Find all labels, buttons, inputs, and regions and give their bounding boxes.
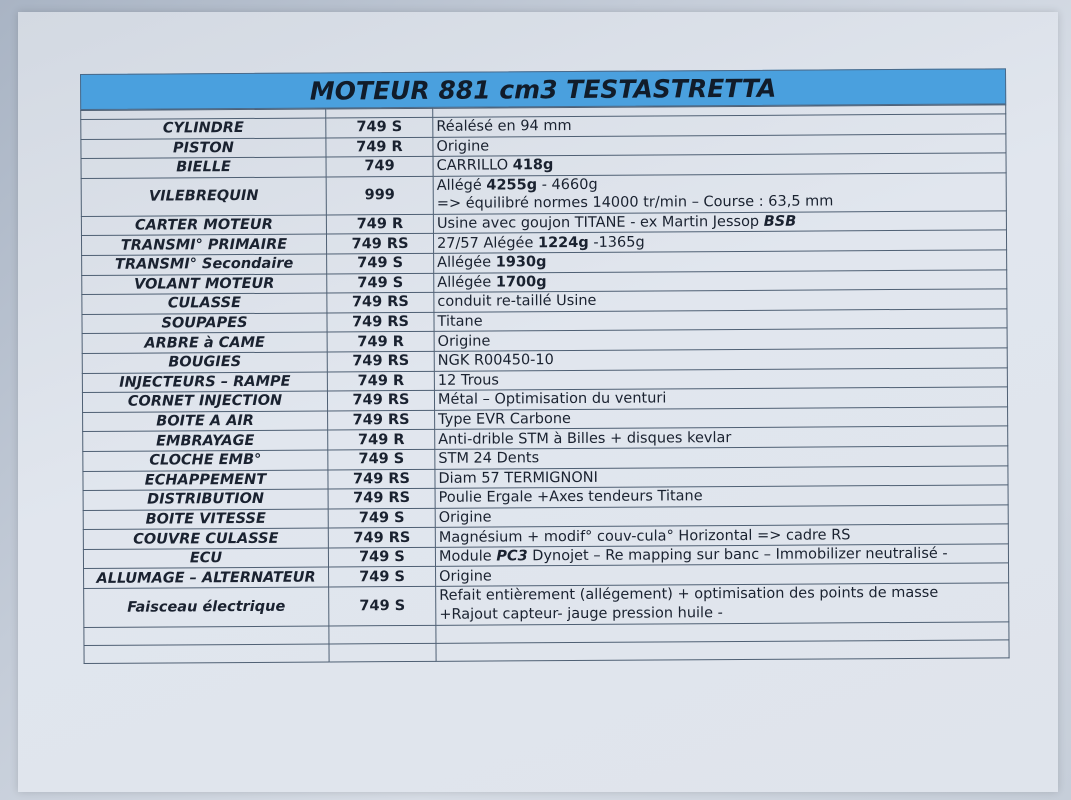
description-text: Module: [438, 548, 497, 565]
model-ref-cell: 749 S: [329, 586, 436, 626]
description-text: Titane: [437, 313, 483, 330]
description-text: STM 24 Dents: [438, 450, 540, 468]
model-ref-cell: 749 R: [327, 371, 434, 391]
model-ref-cell: 749 RS: [327, 351, 434, 371]
part-name-cell: BIELLE: [81, 157, 326, 178]
description-text: Origine: [438, 509, 492, 526]
part-name-cell: ALLUMAGE – ALTERNATEUR: [84, 567, 329, 588]
empty-cell: [329, 643, 436, 662]
empty-cell: [84, 644, 329, 663]
part-name-cell: EMBRAYAGE: [83, 430, 328, 451]
model-ref-cell: 749 S: [326, 117, 433, 137]
description-text: 12 Trous: [437, 372, 499, 389]
part-name-cell: Faisceau électrique: [84, 587, 329, 627]
model-ref-cell: 749 S: [328, 547, 435, 567]
description-text: Allégée: [437, 274, 496, 291]
model-ref-cell: 749 RS: [328, 488, 435, 508]
model-ref-cell: 749 S: [328, 508, 435, 528]
description-text: Origine: [437, 333, 491, 350]
description-cell: [436, 583, 1009, 625]
part-name-cell: VILEBREQUIN: [81, 177, 326, 216]
description-text: Allégée: [437, 254, 496, 272]
model-ref-cell: 749: [326, 157, 433, 177]
part-name-cell: VOLANT MOTEUR: [82, 274, 327, 295]
part-name-cell: COUVRE CULASSE: [83, 528, 328, 549]
document-title: MOTEUR 881 cm3 TESTASTRETTA: [80, 68, 1006, 110]
part-name-cell: BOUGIES: [82, 352, 327, 373]
description-text: Poulie Ergale +Axes tendeurs Titane: [438, 488, 703, 507]
model-ref-cell: 749 RS: [328, 410, 435, 430]
description-text-suffix: - 4660g: [537, 177, 598, 194]
description-text: Allégé: [436, 177, 487, 195]
model-ref-cell: 749 RS: [328, 528, 435, 548]
part-name-cell: ECHAPPEMENT: [83, 469, 328, 490]
part-name-cell: SOUPAPES: [82, 313, 327, 334]
description-text: 27/57 Alégée: [436, 234, 539, 252]
description-text: NGK R00450-10: [437, 352, 554, 370]
description-text-suffix: Dynojet – Re mapping sur banc – Immobilizer neutralisé -: [527, 545, 948, 565]
description-highlight: BSB: [763, 213, 797, 230]
description-text: Anti-drible STM à Billes + disques kevlar: [438, 429, 732, 448]
description-text: Origine: [439, 568, 492, 585]
model-ref-cell: 749 S: [328, 449, 435, 469]
model-ref-cell: 749 RS: [327, 390, 434, 410]
part-name-cell: PISTON: [81, 138, 326, 159]
description-text-suffix: -1365g: [588, 234, 645, 251]
description-highlight: 4255g: [486, 177, 538, 194]
description-cell: [433, 173, 1006, 214]
part-name-cell: CORNET INJECTION: [82, 391, 327, 412]
description-highlight: 1224g: [537, 234, 589, 251]
part-name-cell: CLOCHE EMB°: [83, 450, 328, 471]
spec-table: [80, 104, 1009, 664]
empty-cell: [84, 626, 329, 645]
description-text: Origine: [436, 138, 490, 155]
model-ref-cell: 749 RS: [328, 469, 435, 489]
model-ref-cell: 749 RS: [327, 292, 434, 312]
part-name-cell: ECU: [83, 548, 328, 569]
model-ref-cell: 749 S: [329, 567, 436, 587]
spec-document: [80, 68, 1010, 664]
description-highlight: PC3: [496, 548, 528, 565]
table-row: [84, 583, 1009, 628]
part-name-cell: TRANSMI° PRIMAIRE: [81, 234, 326, 255]
part-name-cell: BOITE VITESSE: [83, 509, 328, 530]
model-ref-cell: 999: [326, 176, 433, 215]
description-second-line: => équilibré normes 14000 tr/min – Course : 63,5 mm: [436, 193, 834, 213]
model-ref-cell: 749 R: [328, 430, 435, 450]
description-text: Diam 57 TERMIGNONI: [438, 469, 598, 487]
model-ref-cell: 749 S: [327, 253, 434, 273]
description-text: Réalésé en 94 mm: [436, 118, 572, 136]
model-ref-cell: 749 S: [327, 273, 434, 293]
empty-cell: [436, 640, 1009, 661]
part-name-cell: INJECTEURS – RAMPE: [82, 372, 327, 393]
description-text: Magnésium + modif° couv-cula° Horizontal => cadre RS: [438, 526, 851, 546]
description-second-line: +Rajout capteur- jauge pression huile -: [439, 605, 723, 623]
paper-sheet: [18, 12, 1058, 792]
part-name-cell: CYLINDRE: [81, 118, 326, 139]
part-name-cell: BOITE A AIR: [83, 411, 328, 432]
description-text: CARRILLO: [436, 157, 513, 175]
description-text: Usine avec goujon TITANE - ex Martin Jessop: [436, 213, 764, 232]
part-name-cell: CULASSE: [82, 293, 327, 314]
part-name-cell: TRANSMI° Secondaire: [82, 254, 327, 275]
description-text: Refait entièrement (allégement) + optimisation des points de masse: [439, 584, 939, 604]
description-text: conduit re-taillé Usine: [437, 293, 597, 311]
empty-cell: [329, 625, 436, 644]
part-name-cell: DISTRIBUTION: [83, 489, 328, 510]
description-text: Type EVR Carbone: [438, 411, 572, 428]
model-ref-cell: 749 R: [326, 137, 433, 157]
part-name-cell: CARTER MOTEUR: [81, 215, 326, 236]
model-ref-cell: 749 R: [326, 214, 433, 234]
model-ref-cell: 749 R: [327, 332, 434, 352]
table-row: [81, 173, 1006, 217]
description-highlight: 1930g: [495, 254, 547, 271]
part-name-cell: ARBRE à CAME: [82, 332, 327, 353]
model-ref-cell: 749 RS: [326, 234, 433, 254]
model-ref-cell: 749 RS: [327, 312, 434, 332]
description-text: Métal – Optimisation du venturi: [437, 390, 667, 409]
description-highlight: 418g: [512, 157, 554, 174]
description-highlight: 1700g: [495, 274, 547, 291]
